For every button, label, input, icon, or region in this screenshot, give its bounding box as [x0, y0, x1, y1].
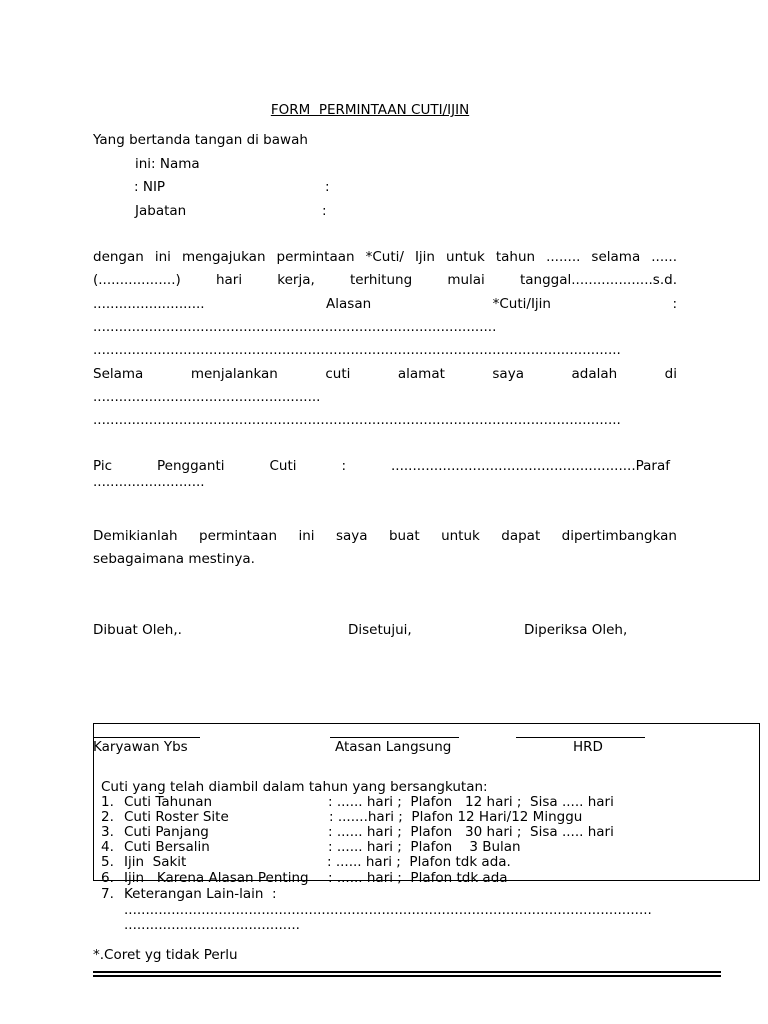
request-line-2: (..................) hari kerja, terhitung mulai tanggal...................s.d. [93, 272, 677, 288]
leave-item-value: : ...... hari ; Plafon 3 Bulan [328, 839, 521, 855]
leave-item-num: 3. [101, 824, 114, 840]
checked-label: Diperiksa Oleh, [524, 622, 628, 638]
leave-item-name: Ijin Sakit [124, 854, 187, 870]
leave-item-num: 4. [101, 839, 114, 855]
leave-item-num: 2. [101, 809, 114, 825]
reason-dots-2: ........................................................................................................................... [93, 342, 621, 358]
field-nip-label: : NIP [134, 179, 166, 195]
leave-item-name: Keterangan Lain-lain : [124, 886, 277, 902]
request-line-3: .......................... Alasan *Cuti/Ijin : [93, 296, 677, 312]
supervisor-signature-line [330, 737, 459, 738]
leave-item-name: Cuti Tahunan [124, 794, 213, 810]
footer-rule-top [93, 971, 721, 973]
remarks-dots-1: ........................................................................................................................... [124, 902, 652, 918]
field-jabatan-colon: : [322, 203, 327, 219]
field-jabatan-label: Jabatan [135, 203, 187, 219]
intro-text: Yang bertanda tangan di bawah [93, 132, 308, 148]
leave-list-header: Cuti yang telah diambil dalam tahun yang bersangkutan: [101, 779, 488, 795]
made-by-label: Dibuat Oleh,. [93, 622, 182, 638]
leave-item-name: Ijin Karena Alasan Penting [124, 870, 309, 886]
leave-item-num: 6. [101, 870, 114, 886]
closing-line-2: sebagaimana mestinya. [93, 551, 255, 567]
remarks-dots-2: ......................................... [124, 917, 300, 933]
footnote: *.Coret yg tidak Perlu [93, 947, 238, 963]
leave-item-name: Cuti Roster Site [124, 809, 229, 825]
footer-rule-bottom [93, 975, 721, 977]
leave-item-num: 5. [101, 854, 114, 870]
leave-item-value: : .......hari ; Plafon 12 Hari/12 Minggu [329, 809, 583, 825]
approved-label: Disetujui, [348, 622, 412, 638]
leave-item-name: Cuti Bersalin [124, 839, 210, 855]
address-dots-1: ..................................................... [93, 389, 321, 405]
leave-item-value: : ...... hari ; Plafon 30 hari ; Sisa ..... hari [328, 824, 614, 840]
address-line-1: Selama menjalankan cuti alamat saya adalah di [93, 366, 677, 382]
employee-label: Karyawan Ybs [93, 739, 188, 755]
form-title: FORM PERMINTAAN CUTI/IJIN [270, 102, 470, 118]
pic-dots: .......................... [93, 474, 205, 490]
closing-line-1: Demikianlah permintaan ini saya buat untuk dapat dipertimbangkan [93, 528, 677, 544]
field-name-label: ini: Nama [135, 156, 200, 172]
reason-dots-1: .............................................................................................. [93, 319, 497, 335]
leave-item-value: : ...... hari ; Plafon tdk ada [328, 870, 508, 886]
hrd-signature-line [516, 737, 645, 738]
request-line-1: dengan ini mengajukan permintaan *Cuti/ Ijin untuk tahun ........ selama ...... [93, 249, 677, 265]
pic-line: Pic Pengganti Cuti : .........................................................Paraf [93, 458, 670, 474]
leave-item-name: Cuti Panjang [124, 824, 209, 840]
hrd-label: HRD [573, 739, 603, 755]
field-nip-colon: : [325, 179, 330, 195]
leave-item-value: : ...... hari ; Plafon tdk ada. [327, 854, 511, 870]
leave-item-value: : ...... hari ; Plafon 12 hari ; Sisa ..... hari [328, 794, 614, 810]
leave-item-num: 1. [101, 794, 114, 810]
supervisor-label: Atasan Langsung [335, 739, 452, 755]
leave-item-num: 7. [101, 886, 114, 902]
employee-signature-line [93, 737, 200, 738]
address-dots-2: ........................................................................................................................... [93, 412, 621, 428]
